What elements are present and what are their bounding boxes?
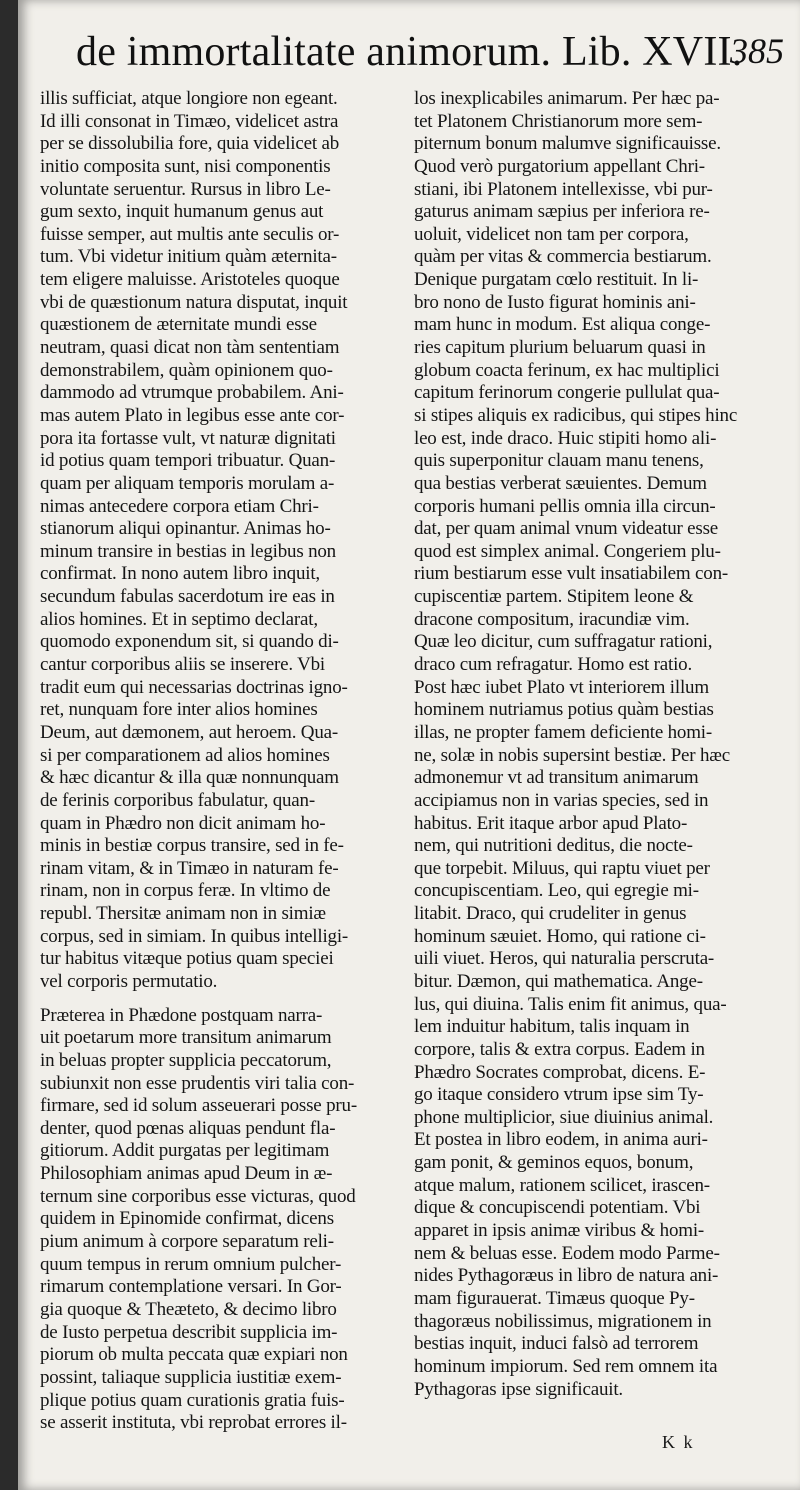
text-line: los inexplicabiles animarum. Per hæc pa- [414,88,720,109]
text-line: nimas antecedere corpora etiam Chri- [40,495,319,517]
text-line: voluntate seruentur. Rursus in libro Le- [40,178,331,200]
text-line: rium bestiarum esse vult insatiabilem con- [414,563,728,585]
text-line: habitus. Erit itaque arbor apud Plato- [414,812,688,834]
text-line: Quod verò purgatorium appellant Chri- [414,155,705,177]
text-line: gam ponit, & geminos equos, bonum, [414,1152,694,1174]
text-line: fuisse semper, aut multis ante seculis or- [40,223,340,245]
text-line: confirmat. In nono autem libro inquit, [40,563,320,585]
text-line: pora ita fortasse vult, vt naturæ dignitati [40,427,336,449]
text-line: draco cum refragatur. Homo est ratio. [414,654,693,676]
paragraph-gap [40,994,408,1005]
text-line: litabit. Draco, qui crudeliter in genus [414,903,687,925]
signature-mark: K k [662,1432,695,1452]
text-line: Præterea in Phædone postquam narra- [40,1004,323,1026]
text-line: de ferinis corporibus fabulatur, quan- [40,789,315,811]
text-line: rimarum contemplatione versari. In Gor- [40,1276,342,1298]
left-column [40,88,408,1435]
text-line: lem induitur habitum, talis inquam in [414,1016,690,1038]
text-line: quam per aliquam temporis morulam a- [40,472,335,494]
text-line: gitiorum. Addit purgatas per legitimam [40,1140,330,1162]
text-line: thagoræus nobilissimus, migrationem in [414,1310,712,1332]
text-line: quomodo exponendum sit, si quando di- [40,631,339,653]
text-line: qua bestias verberat sæuientes. Demum [414,472,707,494]
text-line: demonstrabilem, quàm opinionem quo- [40,359,333,381]
text-line: corpus, sed in simiam. In quibus intelligi- [40,925,349,947]
text-line: denter, quod pœnas aliquas pendunt fla- [40,1117,336,1139]
text-line: illis sufficiat, atque longiore non egeant. [40,88,338,109]
text-line: quæstionem de æternitate mundi esse [40,314,317,336]
text-line: dammodo ad vtrumque probabilem. Ani- [40,382,344,404]
text-line: capitum ferinorum congerie pullulat qua- [414,382,720,404]
text-line: concupiscentiam. Leo, qui egregie mi- [414,880,699,902]
text-line: mas autem Plato in legibus esse ante cor- [40,404,345,426]
text-line: si per comparationem ad alios homines [40,744,330,766]
text-line: globum coacta ferinum, ex hac multiplici [414,359,720,381]
text-line: in beluas propter supplicia peccatorum, [40,1049,332,1071]
text-line: piternum bonum malumve significauisse. [414,133,721,155]
text-line: Phædro Socrates comprobat, dicens. E- [414,1061,706,1083]
text-line: Id illi consonat in Timæo, videlicet astra [40,110,339,132]
text-line: Pythagoras ipse significauit. [414,1378,623,1400]
text-line: de Iusto perpetua describit supplicia im- [40,1321,338,1343]
text-line: apparet in ipsis animæ viribus & homi- [414,1220,705,1242]
text-line: hominem nutriamus potius quàm bestias [414,699,714,721]
text-line: illas, ne propter famem deficiente homi- [414,721,712,743]
text-line: stiani, ibi Platonem intellexisse, vbi pur- [414,178,713,200]
text-line: vbi de quæstionum natura disputat, inquit [40,291,348,313]
text-line: gia quoque & Theæteto, & decimo libro [40,1298,337,1320]
text-line: & hæc dicantur & illa quæ nonnunquam [40,767,339,789]
text-line: bitur. Dæmon, qui mathematica. Ange- [414,970,703,992]
text-line: quis superponitur clauam manu tenens, [414,450,704,472]
text-line: mam figurauerat. Timæus quoque Py- [414,1287,695,1309]
text-line: minum transire in bestias in legibus non [40,540,336,562]
text-line: initio composita sunt, nisi componentis [40,155,331,177]
text-line: uoluit, videlicet non tam per corpora, [414,223,689,245]
text-line: Philosophiam animas apud Deum in æ- [40,1163,333,1185]
text-line: quum tempus in rerum omnium pulcher- [40,1253,342,1275]
text-line: atque malum, rationem scilicet, irascen- [414,1174,710,1196]
text-line: Post hæc iubet Plato vt interiorem illum [414,676,709,698]
text-line: go itaque considero vtrum ipse sim Ty- [414,1084,704,1106]
text-line: rinam vitam, & in Timæo in naturam fe- [40,857,339,879]
text-line: per se dissolubilia fore, quia videlicet ab [40,133,339,155]
text-line: republ. Thersitæ animam non in simiæ [40,903,326,925]
text-line: uit poetarum more transitum animarum [40,1027,332,1049]
text-line: plique potius quam curationis gratia fuis- [40,1389,345,1411]
text-line: quidem in Epinomide confirmat, dicens [40,1208,334,1230]
text-line: piorum ob multa peccata quæ expiari non [40,1344,348,1366]
text-line: quod est simplex animal. Congeriem plu- [414,540,721,562]
text-line: cantur corporibus aliis se inserere. Vbi [40,654,326,676]
text-line: id potius quam tempori tribuatur. Quan- [40,450,336,472]
text-line: gaturus animam sæpius per inferiora re- [414,201,710,223]
text-line: mam hunc in modum. Est aliqua conge- [414,314,711,336]
text-line: firmare, sed id solum asseuerari posse pru- [40,1095,357,1117]
text-line: pium animum à corpore separatum reli- [40,1231,334,1253]
text-line: Quæ leo dicitur, cum suffragatur rationi, [414,631,713,653]
text-line: Deum, aut dæmonem, aut heroem. Qua- [40,721,338,743]
text-line: minis in bestiæ corpus transire, sed in fe- [40,835,344,857]
text-line: cupiscentiæ partem. Stipitem leone & [414,586,694,608]
text-line: nem, qui nutritioni deditus, die nocte- [414,835,693,857]
text-line: ret, nunquam fore inter alios homines [40,699,318,721]
text-line: vel corporis permutatio. [40,970,218,992]
text-line: nides Pythagoræus in libro de natura ani- [414,1265,719,1287]
text-line: ternum sine corporibus esse victuras, quod [40,1185,356,1207]
text-line: possint, taliaque supplicia iustitiæ exem- [40,1366,342,1388]
right-column [414,88,788,1401]
text-line: si stipes aliquis ex radicibus, qui stipes hinc [414,404,738,426]
text-line: que torpebit. Miluus, qui raptu viuet per [414,857,710,879]
text-line: tem eligere maluisse. Aristoteles quoque [40,269,340,291]
text-line: lus, qui diuina. Talis enim fit animus, qua- [414,993,727,1015]
book-page [18,0,800,1490]
text-line: dracone compositum, iracundiæ vim. [414,608,690,630]
text-line: hominum impiorum. Sed rem omnem ita [414,1355,718,1377]
text-line: subiunxit non esse prudentis viri talia con- [40,1072,355,1094]
text-line: gum sexto, inquit humanum genus aut [40,201,324,223]
text-line: alios homines. Et in septimo declarat, [40,608,318,630]
text-line: neutram, quasi dicat non tàm sententiam [40,337,340,359]
text-line: uili viuet. Heros, qui naturalia perscruta- [414,948,715,970]
text-line: dat, per quam animal vnum videatur esse [414,518,719,540]
text-line: stianorum aliqui opinantur. Animas ho- [40,518,331,540]
page-number: 385 [730,31,784,71]
text-line: Denique purgatam cœlo restituit. In li- [414,269,699,291]
text-line: secundum fabulas sacerdotum ire eas in [40,586,335,608]
running-title: de immortalitate animorum. Lib. XVII. [76,29,743,75]
text-line: corporis humani pellis omnia illa circun- [414,495,716,517]
text-line: tur habitus vitæque potius quam speciei [40,948,334,970]
text-line: ries capitum plurium beluarum quasi in [414,337,706,359]
text-line: quam in Phædro non dicit animam ho- [40,812,326,834]
text-line: phone multiplicior, siue diuinius animal. [414,1106,714,1128]
text-line: admonemur vt ad transitum animarum [414,767,699,789]
text-line: nem & beluas esse. Eodem modo Parme- [414,1242,720,1264]
text-line: tradit eum qui necessarias doctrinas igno- [40,676,348,698]
running-header [76,28,788,78]
text-line: bro nono de Iusto figurat hominis ani- [414,291,696,313]
text-line: rinam, non in corpus feræ. In vltimo de [40,880,331,902]
text-line: accipiamus non in varias species, sed in [414,789,709,811]
text-line: tum. Vbi videtur initium quàm æternita- [40,246,337,268]
text-line: leo est, inde draco. Huic stipiti homo ali- [414,427,717,449]
text-line: dique & concupiscendi potentiam. Vbi [414,1197,701,1219]
text-line: tet Platonem Christianorum more sem- [414,110,703,132]
text-line: se asserit instituta, vbi reprobat errores il- [40,1412,347,1434]
text-line: quàm per vitas & commercia bestiarum. [414,246,712,268]
text-line: corpore, talis & extra corpus. Eadem in [414,1038,705,1060]
text-line: hominum sæuiet. Homo, qui ratione ci- [414,925,706,947]
text-line: bestias inquit, induci falsò ad terrorem [414,1333,699,1355]
text-line: Et postea in libro eodem, in anima auri- [414,1129,708,1151]
text-line: ne, solæ in nobis supersint bestiæ. Per hæc [414,744,730,766]
